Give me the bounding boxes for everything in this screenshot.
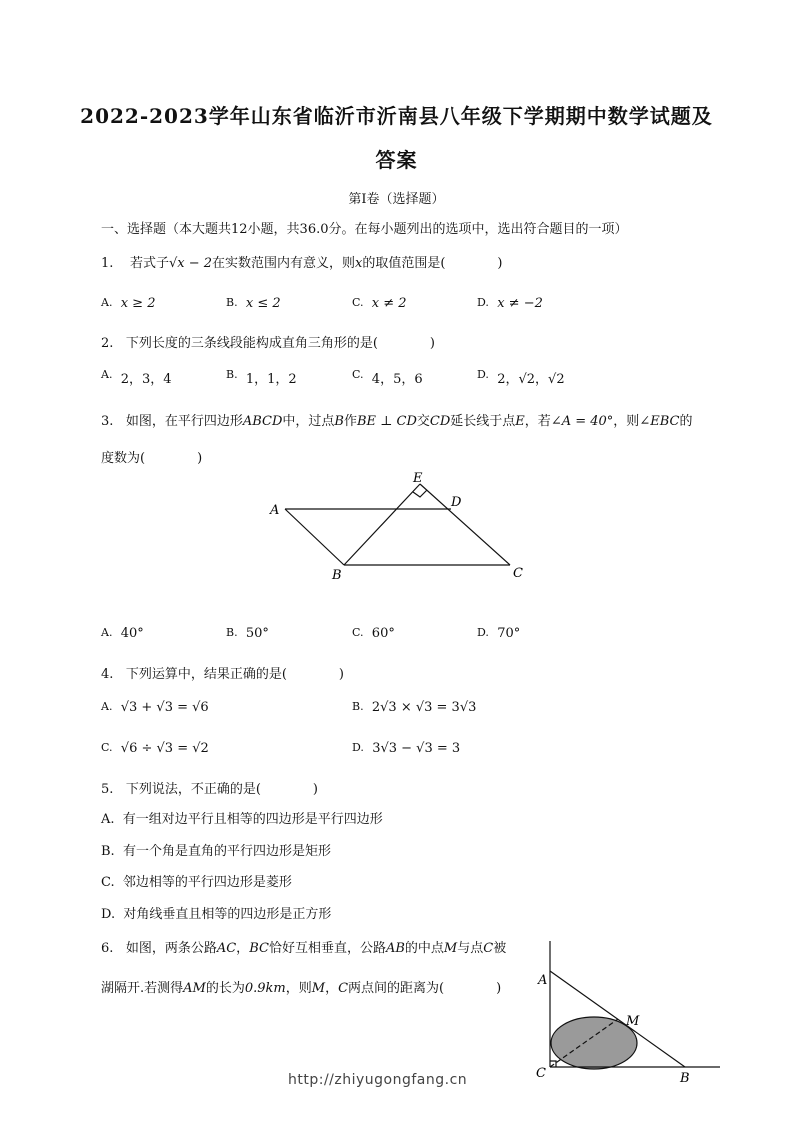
option-text: x ≤ 2: [245, 296, 281, 311]
math-variable: C: [338, 981, 349, 996]
option-d: [477, 368, 565, 387]
math-variable: CD: [429, 414, 451, 429]
option-text: √3 + √3 = √6: [120, 700, 209, 715]
right-angle-mark: [413, 490, 427, 497]
question-text: 的长为: [205, 981, 245, 996]
math-expression: BE ⊥ CD: [356, 414, 417, 429]
option-b: [226, 296, 281, 311]
question-text: 湖隔开.若测得: [101, 981, 184, 996]
question-text: 下列说法，不正确的是( ): [125, 782, 318, 797]
document-title-line1: 2022-2023学年山东省临沂市沂南县八年级下学期期中数学试题及: [80, 104, 713, 128]
section-heading: 一、选择题（本大题共12小题，共36.0分。在每小题列出的选项中，选出符合题目的一项）: [101, 222, 628, 237]
option-a: [101, 296, 155, 311]
question-number: 1.: [101, 256, 114, 271]
option-text: 2√3 × √3 = 3√3: [371, 700, 477, 715]
option-label: C.: [101, 875, 115, 890]
option-c: [352, 296, 407, 311]
option-d: [352, 741, 460, 756]
option-text: x ≥ 2: [120, 296, 156, 311]
option-label: D.: [477, 368, 489, 381]
option-text: x ≠ 2: [371, 296, 407, 311]
option-b: [101, 840, 331, 859]
label-c: C: [536, 1066, 546, 1081]
parallelogram-figure: [260, 468, 540, 586]
question-text: ，: [236, 941, 250, 956]
option-label: A.: [101, 812, 115, 827]
question-6: [101, 937, 506, 956]
option-text: 有一组对边平行且相等的四边形是平行四边形: [122, 812, 383, 827]
option-label: C.: [352, 296, 364, 309]
question-text: 的取值范围是( ): [362, 256, 503, 271]
option-text: 70°: [497, 626, 521, 641]
question-text: ，: [325, 981, 339, 996]
question-text: 交: [416, 414, 430, 429]
option-label: B.: [226, 368, 238, 381]
question-number: 4.: [101, 667, 114, 682]
option-d: [101, 903, 331, 922]
question-text: 下列长度的三条线段能构成直角三角形的是( ): [125, 336, 435, 351]
option-c: [101, 741, 209, 756]
question-2: [101, 332, 435, 351]
question-number: 6.: [101, 941, 114, 956]
question-text: 中，过点: [282, 414, 335, 429]
math-variable: AC: [216, 941, 237, 956]
option-b: [226, 626, 269, 641]
label-e: E: [413, 471, 423, 486]
label-b: B: [680, 1071, 690, 1085]
label-m: M: [626, 1014, 640, 1029]
option-c: [352, 368, 423, 387]
math-variable: M: [443, 941, 458, 956]
option-label: D.: [352, 741, 364, 754]
segment-ce: [420, 484, 510, 565]
math-variable: AM: [183, 981, 206, 996]
question-text: 下列运算中，结果正确的是( ): [125, 667, 344, 682]
option-text: x ≠ −2: [497, 296, 543, 311]
math-expression: 0.9km: [244, 981, 286, 996]
option-text: 60°: [371, 626, 395, 641]
label-c: C: [513, 566, 523, 581]
option-a: [101, 700, 209, 715]
question-text: 延长线于点: [450, 414, 516, 429]
option-a: [101, 368, 172, 387]
math-variable: C: [483, 941, 494, 956]
option-d: [477, 296, 543, 311]
option-text: 2，3，4: [120, 372, 172, 387]
math-variable: M: [311, 981, 326, 996]
question-text: 被: [493, 941, 507, 956]
option-label: C.: [352, 626, 364, 639]
option-text: 4，5，6: [371, 372, 423, 387]
roads-lake-figure: [530, 935, 730, 1085]
question-text: 作: [343, 414, 357, 429]
question-text: 恰好互相垂直，公路: [268, 941, 386, 956]
option-text: 有一个角是直角的平行四边形是矩形: [122, 844, 331, 859]
option-text: √6 ÷ √3 = √2: [120, 741, 209, 756]
question-text: 如图，两条公路: [125, 941, 217, 956]
option-text: 3√3 − √3 = 3: [372, 741, 461, 756]
label-a: A: [270, 503, 280, 518]
segment-be: [344, 484, 420, 565]
option-text: 对角线垂直且相等的四边形是正方形: [123, 907, 332, 922]
option-text: 1，1，2: [245, 372, 297, 387]
question-number: 2.: [101, 336, 114, 351]
option-c: [352, 626, 395, 641]
question-1: [101, 252, 503, 271]
option-c: [101, 871, 292, 890]
option-b: [226, 368, 297, 387]
question-5: [101, 778, 318, 797]
segment-ab: [285, 509, 344, 565]
math-variable: AB: [385, 941, 405, 956]
question-number: 3.: [101, 414, 114, 429]
question-3-line2: 度数为( ): [101, 451, 203, 466]
question-3: [101, 410, 692, 429]
question-text: 如图，在平行四边形: [125, 414, 243, 429]
option-label: B.: [101, 844, 115, 859]
math-variable: B: [334, 414, 344, 429]
question-6-line2: [101, 977, 501, 996]
option-label: A.: [101, 368, 113, 381]
option-label: C.: [352, 368, 364, 381]
option-label: B.: [226, 296, 238, 309]
option-d: [477, 626, 520, 641]
option-text: 50°: [245, 626, 269, 641]
option-label: D.: [477, 626, 489, 639]
option-a: [101, 626, 144, 641]
footer-url[interactable]: http://zhiyugongfang.cn: [288, 1072, 468, 1088]
document-title-line2: 答案: [375, 148, 418, 172]
label-d: D: [451, 495, 462, 510]
volume-subtitle: 第Ⅰ卷（选择题）: [348, 192, 445, 207]
math-expression: √x − 2: [168, 256, 212, 271]
question-text: 在实数范围内有意义，则: [212, 256, 356, 271]
question-text: 与点: [457, 941, 484, 956]
question-number: 5.: [101, 782, 114, 797]
question-text: 的中点: [404, 941, 444, 956]
question-text: 若式子: [129, 256, 169, 271]
question-text: ，若: [524, 414, 551, 429]
math-variable: x: [355, 256, 363, 271]
option-label: A.: [101, 296, 113, 309]
option-label: D.: [101, 907, 116, 922]
label-b: B: [332, 568, 342, 583]
option-label: A.: [101, 626, 113, 639]
option-b: [352, 700, 476, 715]
option-label: A.: [101, 700, 113, 713]
question-text: ，则: [613, 414, 640, 429]
option-label: B.: [226, 626, 238, 639]
option-a: [101, 808, 383, 827]
question-text: 两点间的距离为( ): [348, 981, 502, 996]
lake-ellipse: [551, 1017, 637, 1069]
math-expression: ∠EBC: [639, 414, 680, 429]
option-text: 邻边相等的平行四边形是菱形: [122, 875, 292, 890]
option-text: 40°: [120, 626, 144, 641]
label-a: A: [538, 973, 548, 988]
option-label: C.: [101, 741, 113, 754]
math-variable: BC: [249, 941, 269, 956]
option-text: 2，√2，√2: [497, 372, 565, 387]
question-4: [101, 663, 344, 682]
question-text: ，则: [285, 981, 312, 996]
math-variable: ABCD: [242, 414, 283, 429]
question-text: 的: [679, 414, 693, 429]
math-variable: E: [515, 414, 525, 429]
option-label: B.: [352, 700, 364, 713]
option-label: D.: [477, 296, 489, 309]
math-expression: ∠A = 40°: [550, 414, 614, 429]
